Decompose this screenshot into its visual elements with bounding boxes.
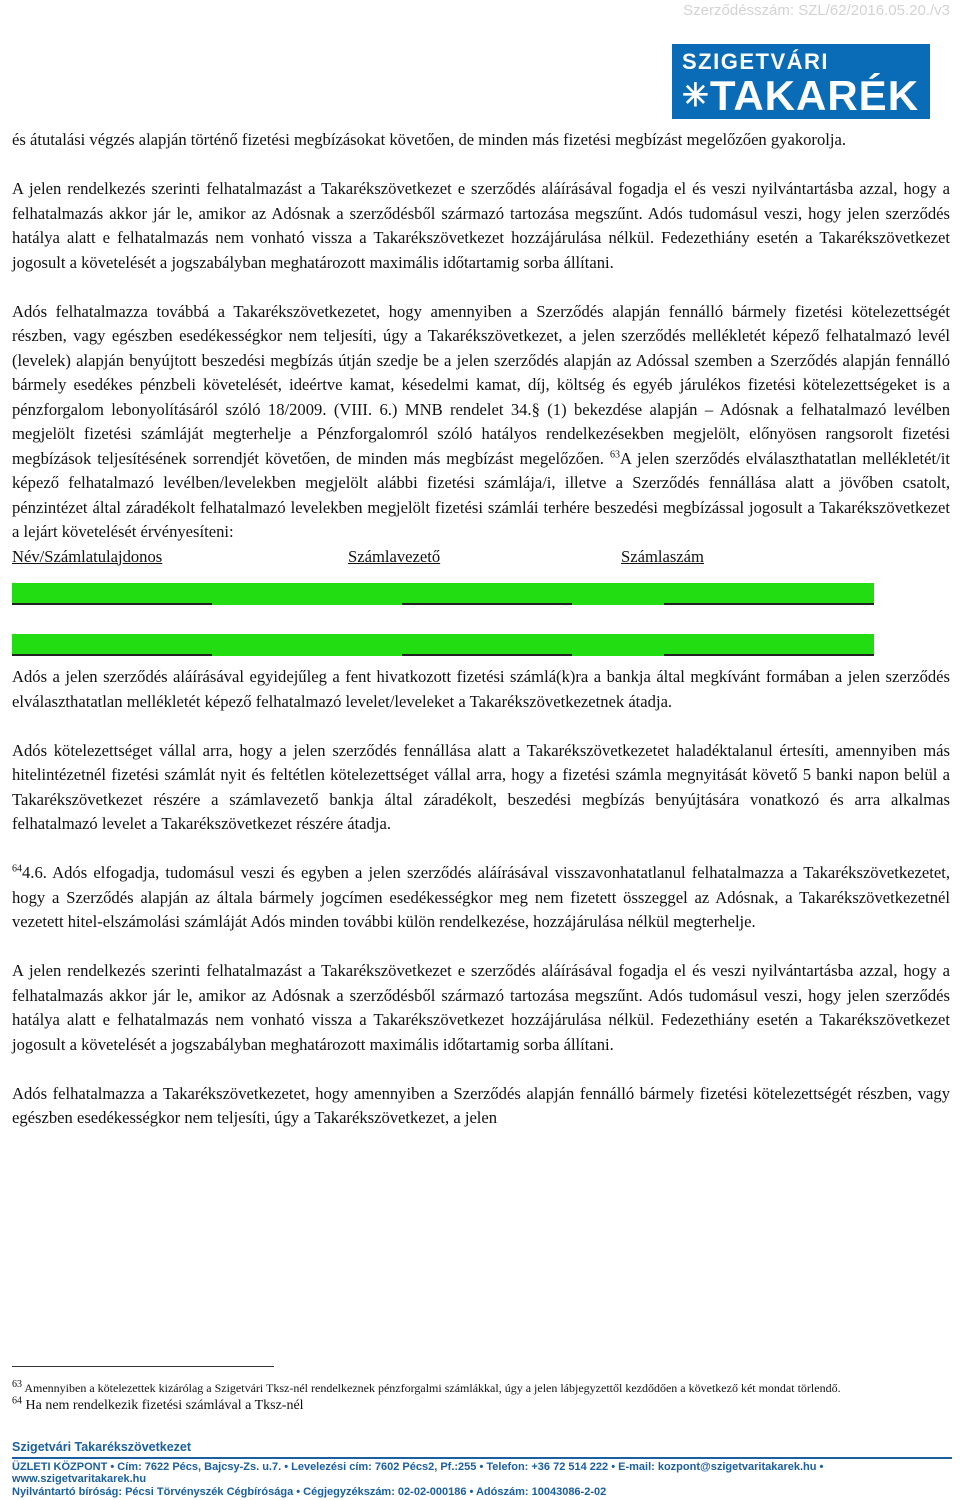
- bank-logo: [672, 44, 930, 119]
- paragraph-2: A jelen rendelkezés szerinti felhatalmazást a Takarékszövetkezet e szerződés aláírásával fogadja el és veszi nyilvántartásba azzal, hogy a felhatalmazás akkor jár le, amikor az Adósnak a szerződésből származó tartozása megszűnt. Adós tudomásul veszi, hogy jelen szerződés hatálya alatt e felhatalmazás nem vonható vissza a Takarékszövetkezet hozzájárulása nélkül. Fedezethiány esetén a Takarékszövetkezet jogosult a követelését a jogszabályban meghatározott maximális időtartamig sorba állítani.: [12, 179, 950, 272]
- footer-rule: [12, 1457, 952, 1459]
- footnote-63: [12, 1380, 932, 1396]
- paragraph-7: A jelen rendelkezés szerinti felhatalmazást a Takarékszövetkezet e szerződés aláírásával fogadja el és veszi nyilvántartásba azzal, hogy a felhatalmazás akkor jár le, amikor az Adósnak a szerződésből származó tartozása megszűnt. Adós tudomásul veszi, hogy jelen szerződés hatálya alatt e felhatalmazás nem vonható vissza a Takarékszövetkezet hozzájárulása nélkül. Fedezethiány esetén a Takarékszövetkezet jogosult a követelését a jogszabályban meghatározott maximális időtartamig sorba állítani.: [12, 961, 950, 1054]
- footnotes: [12, 1380, 932, 1414]
- highlight-bar: [12, 583, 874, 605]
- paragraph-3-text: Adós felhatalmazza továbbá a Takarékszövetkezetet, hogy amennyiben a Szerződés alapján fennálló bármely fizetési kötelezettségét részben, vagy egészben esedékességkor nem teljesíti, úgy a Takarékszövetkezet, a jelen szerződés mellékletét képező felhatalmazó levél (levelek) alapján benyújtott beszedési megbízás útján szedje be a jelen szerződés alapján az Adóssal szemben a Szerződés alapján fennálló bármely esedékes pénzbeli követelését, ideértve kamat, késedelmi kamat, díj, költség és egyéb járulékos fizetési kötelezettségeket is a pénzforgalom lebonyolításáról szóló 18/2009. (VIII. 6.) MNB rendelet 34.§ (1) bekezdése alapján – Adósnak a felhatalmazó levélben megjelölt fizetési számláját megterhelje a Pénzforgalomról szóló hatályos rendelkezésekben megjelölt, előnyösen rangsorolt fizetési megbízások teljesítésének sorrendjét követően, de minden más megbízást megelőzően.: [12, 301, 950, 468]
- footnote-63-text: Amennyiben a kötelezettek kizárólag a Szigetvári Tksz-nél rendelkeznek pénzforgalmi számlákkal, úgy a jelen lábjegyzettől kezdődően a következő két mondat törlendő.: [24, 1381, 841, 1395]
- column-bank: Számlavezető: [348, 546, 441, 566]
- account-blank-row: [12, 577, 950, 610]
- footnote-separator: [12, 1366, 274, 1367]
- blank-line-account[interactable]: [664, 603, 874, 605]
- paragraph-5: Adós kötelezettséget vállal arra, hogy a jelen szerződés fennállása alatt a Takarékszövetkezetet haladéktalanul értesíti, amennyiben más hitelintézetnél fizetési számlát nyit és feltétlen kötelezettséget vállal arra, hogy a fizetési számla megnyitását követő 5 banki napon belül a Takarékszövetkezet részére a számlavezető bankja által záradékolt, beszedési megbízás benyújtására vonatkozó és arra alkalmas felhatalmazó levelet a Takarékszövetkezet részére átadja.: [12, 740, 950, 833]
- footnote-ref-64: 64: [12, 863, 22, 875]
- footnote-64-text: Ha nem rendelkezik fizetési számlával a Tksz-nél: [25, 1398, 304, 1413]
- footer-registry-line: Nyilvántartó bíróság: Pécsi Törvényszék Cégbírósága • Cégjegyzékszám: 02-02-000186 • Adószám: 10043086-2-02: [12, 1486, 607, 1498]
- highlight-bar: [12, 634, 874, 656]
- account-blank-row: [12, 628, 950, 661]
- footnote-64: [12, 1395, 932, 1414]
- document-body: [12, 128, 950, 1131]
- paragraph-6-text: 4.6. Adós elfogadja, tudomásul veszi és egyben a jelen szerződés aláírásával visszavonhatatlanul felhatalmazza a Takarékszövetkezetet, hogy a Szerződés alapján az általa bármely jogcímen esedékességkor meg nem fizetett összeggel az Adósnak, a Takarékszövetkezetnél vezetett hitel-elszámolási számláját Adós minden további külön rendelkezése, hozzájárulása nélkül megterhelje.: [12, 863, 950, 931]
- blank-line-bank[interactable]: [402, 603, 572, 605]
- footer-company-name: Szigetvári Takarékszövetkezet: [12, 1440, 192, 1454]
- contract-number: Szerződésszám: SZL/62/2016.05.20./v3: [683, 2, 950, 19]
- paragraph-3-continued: A jelen szerződés elválaszthatatlan mellékletét/it képező felhatalmazó levélben/levelekben megjelölt alábbi fizetési számlája/i, illetve a Szerződés fennállása alatt a jövőben csatolt, pénzintézet által záradékolt felhatalmazó levelekben megjelölt fizetési számlái terhére beszedési megbízással jogosult a Takarékszövetkezet a lejárt követelését érvényesíteni:: [12, 448, 950, 541]
- blank-line-account[interactable]: [664, 654, 874, 656]
- column-owner: Név/Számlatulajdonos: [12, 546, 163, 566]
- footer-address-line: ÜZLETI KÖZPONT • Cím: 7622 Pécs, Bajcsy-Zs. u.7. • Levelezési cím: 7602 Pécs2, Pf.:255 • Telefon: +36 72 514 222 • E-mail: kozpont@szigetvaritakarek.hu • www.szigetvaritakarek.hu: [12, 1461, 824, 1485]
- paragraph-8: Adós felhatalmazza a Takarékszövetkezetet, hogy amennyiben a Szerződés alapján fennálló bármely fizetési kötelezettségét részben, vagy egészben esedékességkor nem teljesíti, úgy a Takarékszövetkezet, a jelen: [12, 1083, 950, 1127]
- page-footer: [12, 1440, 952, 1498]
- footnote-ref-63: 63: [609, 448, 620, 460]
- paragraph-4: Adós a jelen szerződés aláírásával egyidejűleg a fent hivatkozott fizetési számlá(k)ra a bankja által megkívánt formában a jelen szerződés elválaszthatatlan mellékletét képező felhatalmazó levelet/leveleket a Takarékszövetkezetnek átadja.: [12, 667, 950, 711]
- logo-star-icon: ✳: [682, 77, 710, 113]
- logo-line1: SZIGETVÁRI: [682, 49, 830, 74]
- paragraph-3: [12, 300, 950, 545]
- paragraph-6: [12, 861, 950, 935]
- paragraph-1: és átutalási végzés alapján történő fizetési megbízásokat követően, de minden más fizetési megbízást megelőzően gyakorolja.: [12, 130, 846, 149]
- footnote-63-number: 63: [12, 1379, 22, 1390]
- blank-line-owner[interactable]: [12, 654, 212, 656]
- account-table-header: [12, 545, 950, 570]
- logo-line2: [682, 72, 919, 119]
- blank-line-bank[interactable]: [402, 654, 572, 656]
- logo-word: TAKARÉK: [709, 72, 920, 119]
- blank-line-owner[interactable]: [12, 603, 212, 605]
- footnote-64-number: 64: [12, 1395, 22, 1407]
- column-account-number: Számlaszám: [621, 546, 704, 566]
